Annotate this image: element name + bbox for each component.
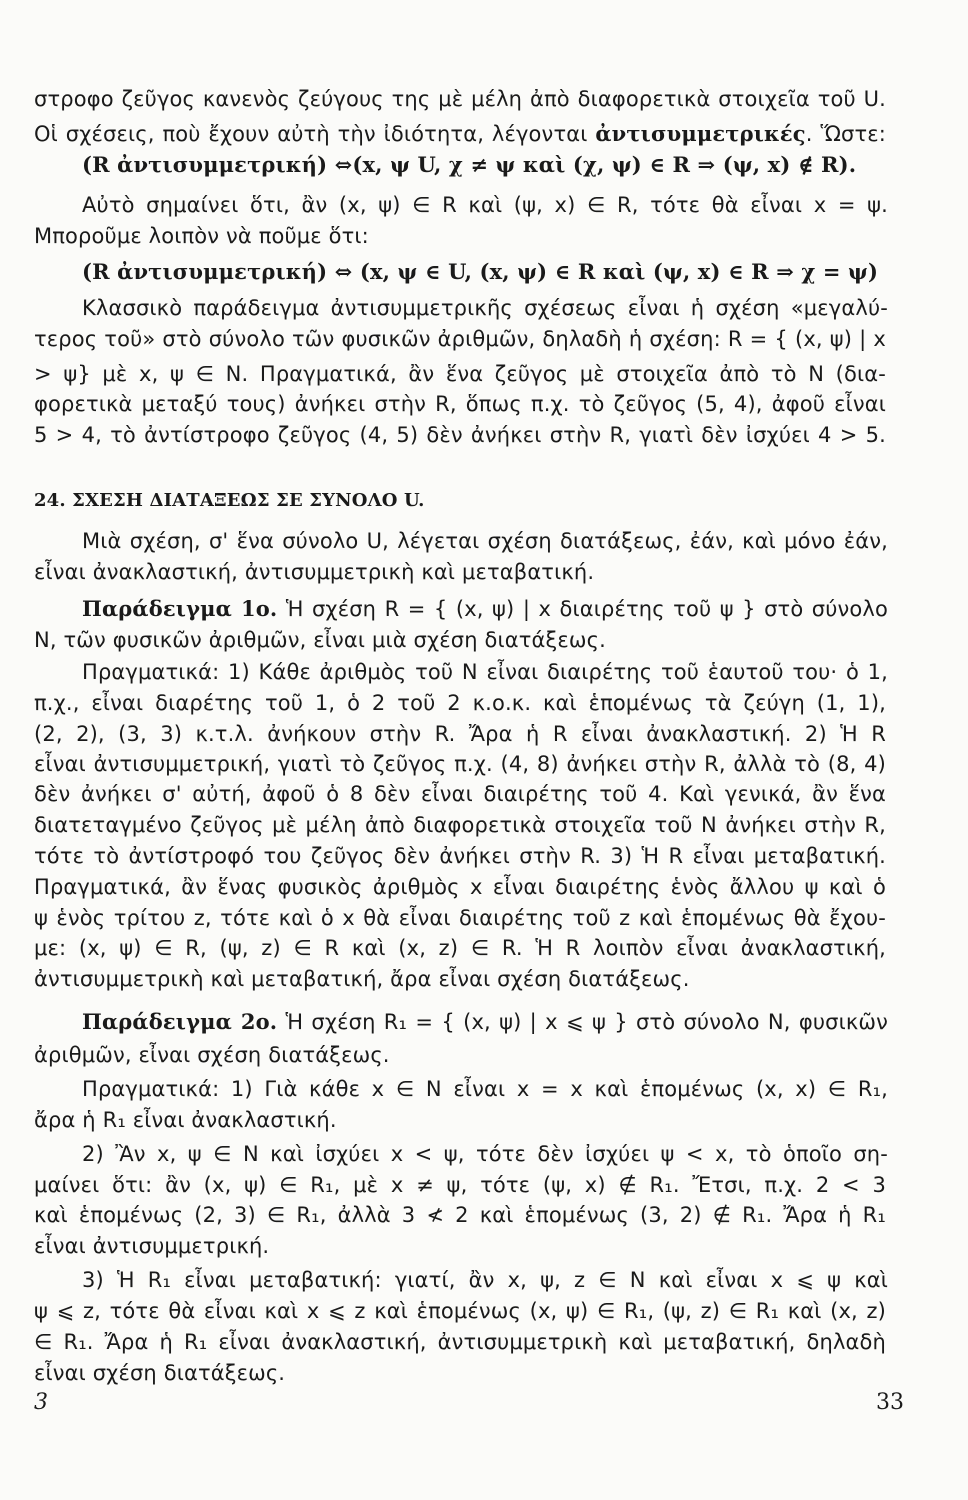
section-heading [34, 486, 425, 516]
text-line [82, 190, 888, 220]
bold-term: ἀντισυμμετρικές [595, 121, 806, 146]
bold-term: Παράδειγμα 2ο. [82, 1009, 278, 1034]
text-line [82, 1265, 888, 1295]
text-run: Αὐτὸ σημαίνει ὅτι, ἂν (x, ψ) ∈ R καὶ (ψ, x) ∈ R, τότε θὰ εἶναι x = ψ. [82, 193, 889, 217]
text-run: μαίνει ὅτι: ἂν (x, ψ) ∈ R₁, μὲ x ≠ ψ, τότε (ψ, x) ∉ R₁. Ἔτσι, π.χ. 2 < 3 [34, 1173, 886, 1197]
text-line [34, 1105, 337, 1135]
text-line [34, 810, 886, 840]
text-run: φορετικὰ μεταξύ τους) ἀνήκει στὴν R, ὅπως π.χ. τὸ ζεῦγος (5, 4), ἀφοῦ εἶναι [34, 392, 886, 416]
text-line [34, 872, 886, 902]
text-line [34, 1296, 886, 1326]
bold-term: Παράδειγμα 1ο. [82, 596, 278, 621]
text-run: Πραγματικά, ἂν ἕνας φυσικὸς ἀριθμὸς x εἶναι διαιρέτης ἑνὸς ἄλλου ψ καὶ ὁ [34, 875, 886, 899]
bold-term: 24. ΣΧΕΣΗ ΔΙΑΤΑΞΕΩΣ ΣΕ ΣΥΝΟΛΟ U. [34, 490, 425, 511]
text-line [34, 903, 886, 933]
text-line [34, 719, 886, 749]
text-run: τερος τοῦ» στὸ σύνολο τῶν φυσικῶν ἀριθμῶν, δηλαδὴ ἡ σχέση: R = { (x, ψ) | x [34, 327, 887, 351]
text-run: π.χ., εἶναι διαρέτης τοῦ 1, ὁ 2 τοῦ 2 κ.ο.κ. καὶ ἑπομένως τὰ ζεύγη (1, 1), [34, 691, 886, 715]
text-line [34, 749, 886, 779]
text-line [34, 933, 886, 963]
text-line [34, 688, 886, 718]
text-run: στροφο ζεῦγος κανενὸς ζεύγους της μὲ μέλη ἀπὸ διαφορετικὰ στοιχεῖα τοῦ U. [34, 87, 887, 111]
text-run: καὶ ἑπομένως (2, 3) ∈ R₁, ἀλλὰ 3 ≮ 2 καὶ ἑπομένως (3, 2) ∉ R₁. Ἄρα ἡ R₁ [34, 1203, 886, 1227]
text-run: ἀντισυμμετρικὴ καὶ μεταβατική, ἄρα εἶναι σχέση διατάξεως. [34, 967, 690, 991]
text-line [34, 625, 606, 655]
text-run: 5 > 4, τὸ ἀντίστροφο ζεῦγος (4, 5) δὲν ἀνήκει στὴν R, γιατὶ δὲν ἰσχύει 4 > 5. [34, 423, 886, 447]
text-line [82, 257, 878, 287]
text-run: Κλασσικὸ παράδειγμα ἀντισυμμετρικῆς σχέσεως εἶναι ἡ σχέση «μεγαλύ- [82, 296, 888, 320]
text-run: εἶναι ἀντισυμμετρική, γιατὶ τὸ ζεῦγος π.χ. (4, 8) ἀνήκει στὴν R, ἀλλὰ τὸ (8, 4) [34, 752, 886, 776]
text-line [34, 964, 690, 994]
text-line [34, 779, 886, 809]
text-line [82, 1139, 888, 1169]
text-run: ἀριθμῶν, εἶναι σχέση διατάξεως. [34, 1043, 390, 1067]
text-run: εἶναι ἀντισυμμετρική. [34, 1234, 270, 1258]
text-line [34, 389, 886, 419]
text-run: Μιὰ σχέση, σ' ἕνα σύνολο U, λέγεται σχέση διατάξεως, ἐάν, καὶ μόνο ἐάν, [82, 529, 888, 553]
text-run: με: (x, ψ) ∈ R, (ψ, z) ∈ R καὶ (x, z) ∈ R. Ἡ R λοιπὸν εἶναι ἀνακλαστική, [34, 936, 886, 960]
text-line [82, 150, 856, 180]
text-run: Πραγματικά: 1) Γιὰ κάθε x ∈ N εἶναι x = x καὶ ἑπομένως (x, x) ∈ R₁, [82, 1077, 888, 1101]
text-line [34, 359, 886, 389]
text-line [34, 1040, 390, 1070]
text-run: > ψ} μὲ x, ψ ∈ N. Πραγματικά, ἂν ἕνα ζεῦγος μὲ στοιχεῖα ἀπὸ τὸ N (δια- [34, 362, 886, 386]
text-line [82, 657, 888, 687]
text-line [82, 526, 888, 556]
text-run: Μποροῦμε λοιπὸν νὰ ποῦμε ὅτι: [34, 224, 369, 248]
text-run: Πραγματικά: 1) Κάθε ἀριθμὸς τοῦ N εἶναι διαιρέτης τοῦ ἑαυτοῦ του· ὁ 1, [82, 660, 888, 684]
text-run: εἶναι ἀνακλαστική, ἀντισυμμετρικὴ καὶ μεταβατική. [34, 560, 595, 584]
page-number: 33 [876, 1390, 904, 1415]
text-run: ἄρα ἡ R₁ εἶναι ἀνακλαστική. [34, 1108, 337, 1132]
text-line [34, 841, 886, 871]
text-run: Ἡ σχέση R₁ = { (x, ψ) | x ⩽ ψ } στὸ σύνολο N, φυσικῶν [277, 1010, 888, 1034]
bold-term: (R ἀντισυμμετρική) ⇔(x, ψ U, χ ≠ ψ καὶ (χ, ψ) ∈ R ⇒ (ψ, x) ∉ R). [82, 152, 857, 177]
text-run: Οἱ σχέσεις, ποὺ ἔχουν αὐτὴ τὴν ἰδιότητα, λέγονται [34, 122, 596, 146]
text-run: 3) Ἡ R₁ εἶναι μεταβατική: γιατί, ἂν x, ψ, z ∈ N καὶ εἶναι x ⩽ ψ καὶ [82, 1268, 888, 1292]
text-line [82, 293, 888, 323]
text-line [34, 1170, 886, 1200]
text-line [34, 119, 886, 149]
text-run: ψ ⩽ z, τότε θὰ εἶναι καὶ x ⩽ z καὶ ἑπομένως (x, ψ) ∈ R₁, (ψ, z) ∈ R₁ καὶ (x, z) [34, 1299, 886, 1323]
text-line [82, 1074, 888, 1104]
text-line [34, 84, 886, 114]
text-run: N, τῶν φυσικῶν ἀριθμῶν, εἶναι μιὰ σχέση διατάξεως. [34, 628, 606, 652]
text-line [34, 1327, 886, 1357]
signature-mark: 3 [34, 1390, 48, 1415]
text-run: τότε τὸ ἀντίστροφό του ζεῦγος δὲν ἀνήκει στὴν R. 3) Ἡ R εἶναι μεταβατική. [34, 844, 886, 868]
text-run: εἶναι σχέση διατάξεως. [34, 1361, 286, 1385]
text-run: δὲν ἀνήκει σ' αὐτή, ἀφοῦ ὁ 8 δὲν εἶναι διαιρέτης τοῦ 4. Καὶ γενικά, ἂν ἕνα [34, 782, 886, 806]
text-run: διατεταγμένο ζεῦγος μὲ μέλη ἀπὸ διαφορετικὰ στοιχεῖα τοῦ N ἀνήκει στὴν R, [34, 813, 886, 837]
text-run: . Ὥστε: [805, 122, 886, 146]
text-run: 2) Ἂν x, ψ ∈ N καὶ ἰσχύει x < ψ, τότε δὲν ἰσχύει ψ < x, τὸ ὁποῖο ση- [82, 1142, 888, 1166]
bold-term: (R ἀντισυμμετρική) ⇔ (x, ψ ∈ U, (x, ψ) ∈ R καὶ (ψ, x) ∈ R ⇒ χ = ψ) [82, 259, 879, 284]
text-line [34, 1200, 886, 1230]
text-line [34, 1231, 269, 1261]
text-run: ∈ R₁. Ἄρα ἡ R₁ εἶναι ἀνακλαστική, ἀντισυμμετρικὴ καὶ μεταβατική, δηλαδὴ [34, 1330, 886, 1354]
text-line [34, 221, 369, 251]
text-line [34, 324, 886, 354]
text-line [34, 557, 594, 587]
text-line [82, 1007, 888, 1037]
text-run: Ἡ σχέση R = { (x, ψ) | x διαιρέτης τοῦ ψ } στὸ σύνολο [277, 597, 888, 621]
text-line [82, 594, 888, 624]
text-line [34, 1358, 285, 1388]
text-run: ψ ἑνὸς τρίτου z, τότε καὶ ὁ x θὰ εἶναι διαιρέτης τοῦ z καὶ ἑπομένως θὰ ἔχου- [34, 906, 886, 930]
text-run: (2, 2), (3, 3) κ.τ.λ. ἀνήκουν στὴν R. Ἄρα ἡ R εἶναι ἀνακλαστική. 2) Ἡ R [34, 722, 886, 746]
text-line [34, 420, 886, 450]
